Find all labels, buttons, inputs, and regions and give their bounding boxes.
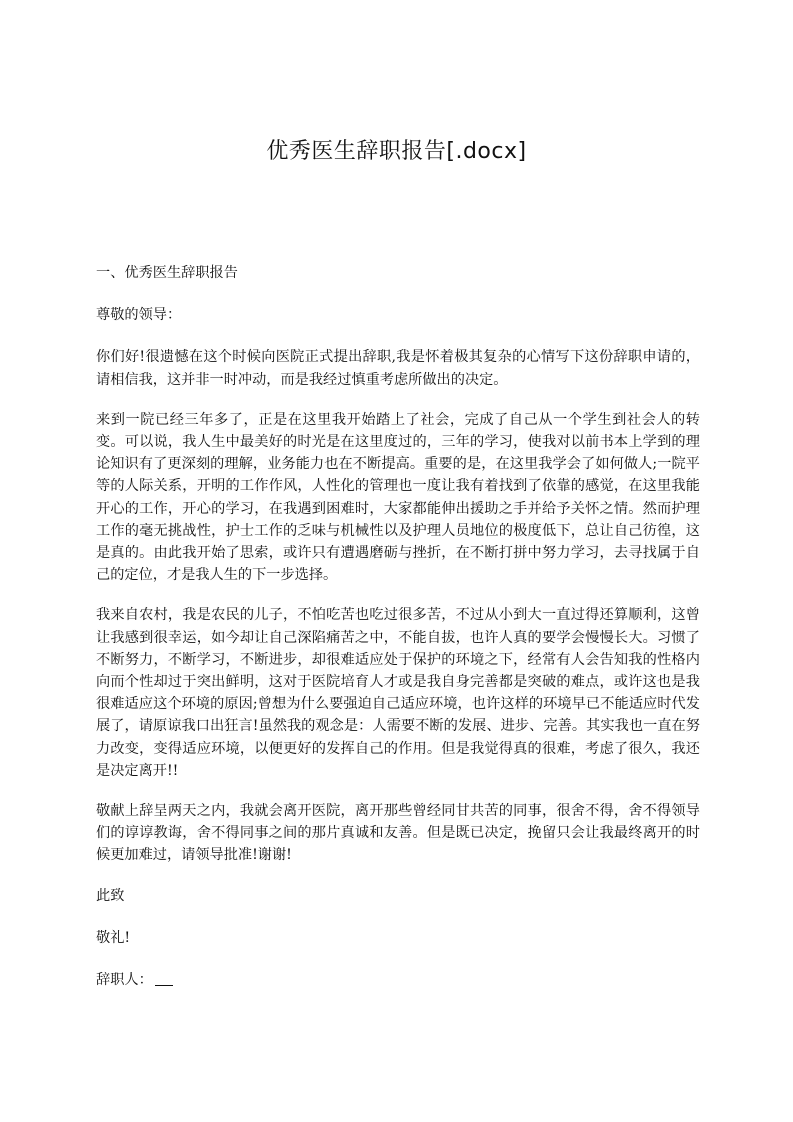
paragraph-background: 我来自农村，我是农民的儿子，不怕吃苦也吃过很多苦，不过从小到大一直过得还算顺利，这曾让我感到很幸运，如今却让自己深陷痛苦之中，不能自拔，也许人真的要学会慢慢长大。习惯了不断努力，不断学习，不断进步，却很难适应处于保护的环境之下，经常有人会告知我的性格内向而个性却过于突出鲜明，这对于医院培育人才或是我自身完善都是突破的难点，或许这也是我很难适应这个环境的原因;曾想为什么要强迫自己适应环境，也许这样的环境早已不能适应时代发展了，请原谅我口出狂言!虽然我的观念是：人需要不断的发展、进步、完善。其实我也一直在努力改变，变得适应环境，以便更好的发挥自己的作用。但是我觉得真的很难，考虑了很久，我还是决定离开!! — [96, 607, 700, 779]
paragraph-opening: 你们好!很遗憾在这个时候向医院正式提出辞职,我是怀着极其复杂的心情写下这份辞职申请的，请相信我，这并非一时冲动，而是我经过慎重考虑所做出的决定。 — [96, 349, 700, 388]
signature-label: 辞职人： — [96, 972, 153, 989]
signature-blank — [155, 971, 173, 986]
closing: 此致 — [96, 887, 125, 904]
section-heading: 一、优秀医生辞职报告 — [96, 265, 238, 281]
regards: 敬礼! — [96, 929, 131, 946]
document-body — [96, 262, 700, 1011]
paragraph-experience: 来到一院已经三年多了，正是在这里我开始踏上了社会，完成了自己从一个学生到社会人的转变。可以说，我人生中最美好的时光是在这里度过的，三年的学习，使我对以前书本上学到的理论知识有了更深刻的理解，业务能力也在不断提高。重要的是，在这里我学会了如何做人;一院平等的人际关系，开明的工作作风，人性化的管理也一度让我有着找到了依靠的感觉，在这里我能开心的工作，开心的学习，在我遇到困难时，大家都能伸出援助之手并给予关怀之情。然而护理工作的毫无挑战性，护士工作的乏味与机械性以及护理人员地位的极度低下，总让自己彷徨，这是真的。由此我开始了思索，或许只有遭遇磨砺与挫折，在不断打拼中努力学习，去寻找属于自己的定位，才是我人生的下一步选择。 — [96, 411, 700, 584]
signature-line — [96, 969, 700, 991]
salutation: 尊敬的领导： — [96, 307, 182, 324]
document-title: 优秀医生辞职报告[.docx] — [266, 139, 527, 164]
paragraph-farewell: 敬献上辞呈两天之内，我就会离开医院，离开那些曾经同甘共苦的同事，很舍不得，舍不得领导们的谆谆教诲，舍不得同事之间的那片真诚和友善。但是既已决定，挽留只会让我最终离开的时候更加难过，请领导批准!谢谢! — [96, 803, 700, 864]
